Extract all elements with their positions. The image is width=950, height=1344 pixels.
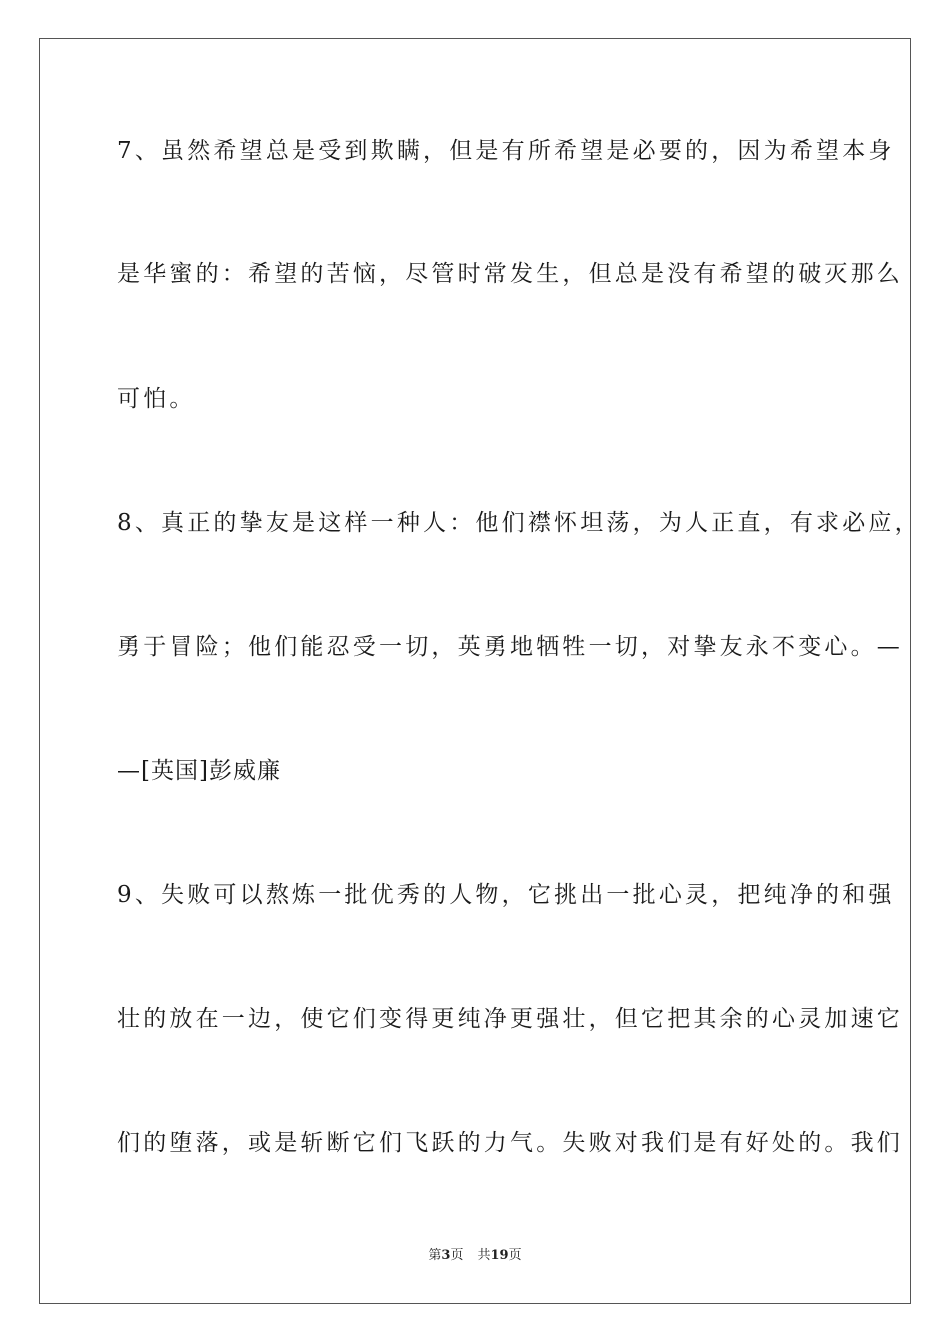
text-line-2: 是华蜜的：希望的苦恼，尽管时常发生，但总是没有希望的破灭那么 [117,261,903,287]
total-pages-number: 19 [490,1248,509,1263]
text-line-6: —[英国]彭威廉 [117,758,281,784]
page-prefix: 第 [428,1248,442,1263]
total-suffix: 页 [508,1248,522,1263]
page-suffix: 页 [450,1248,464,1263]
total-prefix: 共 [477,1248,491,1263]
text-line-4: 8、真正的挚友是这样一种人：他们襟怀坦荡，为人正直，有求必应， [117,510,921,536]
text-line-9: 们的堕落，或是斩断它们飞跃的力气。失败对我们是有好处的。我们 [117,1130,903,1156]
text-line-5: 勇于冒险；他们能忍受一切，英勇地牺牲一切，对挚友永不变心。— [117,634,903,660]
page-frame [39,38,911,1304]
text-line-8: 壮的放在一边，使它们变得更纯净更强壮，但它把其余的心灵加速它 [117,1006,903,1032]
text-line-7: 9、失败可以熬炼一批优秀的人物，它挑出一批心灵，把纯净的和强 [117,882,895,908]
text-line-1: 7、虽然希望总是受到欺瞒，但是有所希望是必要的，因为希望本身 [117,138,895,164]
text-line-3: 可怕。 [117,386,196,412]
page-footer [0,1247,950,1265]
current-page-number: 3 [441,1248,451,1263]
